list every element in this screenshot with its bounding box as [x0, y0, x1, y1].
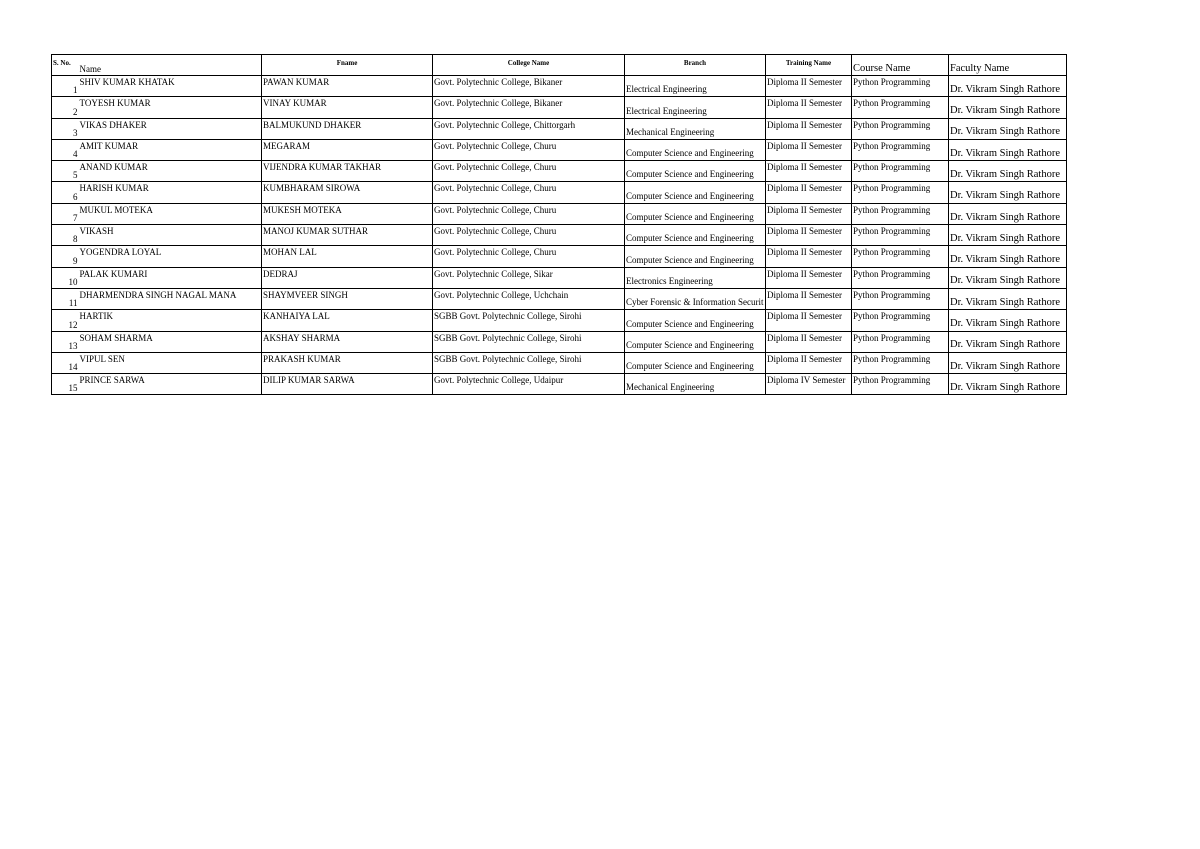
cell-college: Govt. Polytechnic College, Churu: [433, 139, 625, 160]
table-row: [52, 288, 1067, 309]
cell-branch: Mechanical Engineering: [625, 374, 766, 395]
cell-sno: 8: [52, 225, 79, 246]
cell-college: Govt. Polytechnic College, Uchchain: [433, 288, 625, 309]
cell-faculty: Dr. Vikram Singh Rathore: [949, 161, 1067, 182]
cell-course: Python Programming: [852, 118, 949, 139]
cell-name: VIKAS DHAKER: [79, 118, 262, 139]
cell-branch: Mechanical Engineering: [625, 118, 766, 139]
cell-name: PRINCE SARWA: [79, 374, 262, 395]
cell-sno: 9: [52, 246, 79, 267]
cell-faculty: Dr. Vikram Singh Rathore: [949, 288, 1067, 309]
cell-branch: Cyber Forensic & Information Securit: [625, 288, 766, 309]
cell-course: Python Programming: [852, 182, 949, 203]
cell-name: HARISH KUMAR: [79, 182, 262, 203]
table-row: [52, 310, 1067, 331]
cell-faculty: Dr. Vikram Singh Rathore: [949, 310, 1067, 331]
table-row: [52, 374, 1067, 395]
table-row: [52, 139, 1067, 160]
table-row: [52, 118, 1067, 139]
cell-course: Python Programming: [852, 374, 949, 395]
cell-branch: Computer Science and Engineering: [625, 225, 766, 246]
cell-training: Diploma II Semester: [766, 76, 852, 97]
cell-faculty: Dr. Vikram Singh Rathore: [949, 203, 1067, 224]
header-sno: S. No.: [52, 55, 79, 76]
cell-fname: BALMUKUND DHAKER: [262, 118, 433, 139]
cell-training: Diploma II Semester: [766, 225, 852, 246]
cell-faculty: Dr. Vikram Singh Rathore: [949, 246, 1067, 267]
cell-training: Diploma IV Semester: [766, 374, 852, 395]
cell-course: Python Programming: [852, 97, 949, 118]
cell-course: Python Programming: [852, 203, 949, 224]
header-faculty: Faculty Name: [949, 55, 1067, 76]
cell-name: AMIT KUMAR: [79, 139, 262, 160]
cell-branch: Computer Science and Engineering: [625, 246, 766, 267]
cell-fname: KUMBHARAM SIROWA: [262, 182, 433, 203]
header-fname: Fname: [262, 55, 433, 76]
cell-sno: 6: [52, 182, 79, 203]
cell-fname: PAWAN KUMAR: [262, 76, 433, 97]
cell-faculty: Dr. Vikram Singh Rathore: [949, 352, 1067, 373]
cell-faculty: Dr. Vikram Singh Rathore: [949, 97, 1067, 118]
header-course: Course Name: [852, 55, 949, 76]
cell-name: VIPUL SEN: [79, 352, 262, 373]
cell-training: Diploma II Semester: [766, 352, 852, 373]
cell-training: Diploma II Semester: [766, 331, 852, 352]
cell-course: Python Programming: [852, 288, 949, 309]
header-college: College Name: [433, 55, 625, 76]
cell-sno: 13: [52, 331, 79, 352]
cell-faculty: Dr. Vikram Singh Rathore: [949, 118, 1067, 139]
cell-course: Python Programming: [852, 352, 949, 373]
cell-name: TOYESH KUMAR: [79, 97, 262, 118]
cell-training: Diploma II Semester: [766, 118, 852, 139]
cell-course: Python Programming: [852, 267, 949, 288]
cell-branch: Computer Science and Engineering: [625, 331, 766, 352]
table-row: [52, 203, 1067, 224]
cell-training: Diploma II Semester: [766, 203, 852, 224]
table-row: [52, 97, 1067, 118]
cell-course: Python Programming: [852, 139, 949, 160]
cell-name: HARTIK: [79, 310, 262, 331]
cell-training: Diploma II Semester: [766, 310, 852, 331]
cell-college: Govt. Polytechnic College, Churu: [433, 225, 625, 246]
cell-course: Python Programming: [852, 161, 949, 182]
cell-fname: SHAYMVEER SINGH: [262, 288, 433, 309]
cell-college: SGBB Govt. Polytechnic College, Sirohi: [433, 331, 625, 352]
cell-faculty: Dr. Vikram Singh Rathore: [949, 331, 1067, 352]
cell-college: Govt. Polytechnic College, Bikaner: [433, 97, 625, 118]
table-row: [52, 331, 1067, 352]
cell-college: Govt. Polytechnic College, Churu: [433, 203, 625, 224]
cell-faculty: Dr. Vikram Singh Rathore: [949, 225, 1067, 246]
cell-fname: VINAY KUMAR: [262, 97, 433, 118]
cell-faculty: Dr. Vikram Singh Rathore: [949, 374, 1067, 395]
cell-college: SGBB Govt. Polytechnic College, Sirohi: [433, 310, 625, 331]
cell-fname: VIJENDRA KUMAR TAKHAR: [262, 161, 433, 182]
cell-sno: 1: [52, 76, 79, 97]
cell-branch: Computer Science and Engineering: [625, 352, 766, 373]
cell-fname: MEGARAM: [262, 139, 433, 160]
cell-fname: MANOJ KUMAR SUTHAR: [262, 225, 433, 246]
cell-course: Python Programming: [852, 76, 949, 97]
cell-sno: 4: [52, 139, 79, 160]
cell-name: DHARMENDRA SINGH NAGAL MANA: [79, 288, 262, 309]
cell-faculty: Dr. Vikram Singh Rathore: [949, 139, 1067, 160]
cell-branch: Electrical Engineering: [625, 97, 766, 118]
cell-name: SOHAM SHARMA: [79, 331, 262, 352]
cell-fname: KANHAIYA LAL: [262, 310, 433, 331]
cell-branch: Computer Science and Engineering: [625, 203, 766, 224]
cell-college: SGBB Govt. Polytechnic College, Sirohi: [433, 352, 625, 373]
header-branch: Branch: [625, 55, 766, 76]
cell-sno: 14: [52, 352, 79, 373]
cell-college: Govt. Polytechnic College, Chittorgarh: [433, 118, 625, 139]
table-row: [52, 246, 1067, 267]
table-row: [52, 225, 1067, 246]
cell-faculty: Dr. Vikram Singh Rathore: [949, 267, 1067, 288]
cell-name: PALAK KUMARI: [79, 267, 262, 288]
cell-course: Python Programming: [852, 331, 949, 352]
cell-branch: Electrical Engineering: [625, 76, 766, 97]
cell-faculty: Dr. Vikram Singh Rathore: [949, 182, 1067, 203]
cell-course: Python Programming: [852, 310, 949, 331]
cell-college: Govt. Polytechnic College, Sikar: [433, 267, 625, 288]
cell-training: Diploma II Semester: [766, 288, 852, 309]
table-row: [52, 267, 1067, 288]
cell-training: Diploma II Semester: [766, 139, 852, 160]
cell-sno: 3: [52, 118, 79, 139]
cell-branch: Electronics Engineering: [625, 267, 766, 288]
cell-branch: Computer Science and Engineering: [625, 139, 766, 160]
cell-sno: 10: [52, 267, 79, 288]
cell-college: Govt. Polytechnic College, Churu: [433, 182, 625, 203]
header-row: [52, 55, 1067, 76]
cell-training: Diploma II Semester: [766, 97, 852, 118]
cell-training: Diploma II Semester: [766, 161, 852, 182]
header-training: Training Name: [766, 55, 852, 76]
student-list-table: [51, 54, 1067, 395]
cell-fname: MUKESH MOTEKA: [262, 203, 433, 224]
cell-faculty: Dr. Vikram Singh Rathore: [949, 76, 1067, 97]
cell-fname: DILIP KUMAR SARWA: [262, 374, 433, 395]
cell-name: ANAND KUMAR: [79, 161, 262, 182]
cell-fname: MOHAN LAL: [262, 246, 433, 267]
cell-branch: Computer Science and Engineering: [625, 310, 766, 331]
cell-sno: 2: [52, 97, 79, 118]
table-row: [52, 76, 1067, 97]
cell-branch: Computer Science and Engineering: [625, 182, 766, 203]
cell-course: Python Programming: [852, 225, 949, 246]
cell-sno: 12: [52, 310, 79, 331]
cell-branch: Computer Science and Engineering: [625, 161, 766, 182]
table-row: [52, 161, 1067, 182]
cell-training: Diploma II Semester: [766, 246, 852, 267]
cell-sno: 15: [52, 374, 79, 395]
cell-name: MUKUL MOTEKA: [79, 203, 262, 224]
cell-fname: AKSHAY SHARMA: [262, 331, 433, 352]
header-name: Name: [79, 55, 262, 76]
cell-name: VIKASH: [79, 225, 262, 246]
cell-training: Diploma II Semester: [766, 267, 852, 288]
cell-name: YOGENDRA LOYAL: [79, 246, 262, 267]
table-row: [52, 352, 1067, 373]
cell-sno: 11: [52, 288, 79, 309]
cell-college: Govt. Polytechnic College, Bikaner: [433, 76, 625, 97]
cell-course: Python Programming: [852, 246, 949, 267]
cell-fname: PRAKASH KUMAR: [262, 352, 433, 373]
cell-college: Govt. Polytechnic College, Udaipur: [433, 374, 625, 395]
table-row: [52, 182, 1067, 203]
table-body: [52, 76, 1067, 395]
cell-sno: 7: [52, 203, 79, 224]
cell-training: Diploma II Semester: [766, 182, 852, 203]
cell-fname: DEDRAJ: [262, 267, 433, 288]
cell-name: SHIV KUMAR KHATAK: [79, 76, 262, 97]
cell-college: Govt. Polytechnic College, Churu: [433, 161, 625, 182]
cell-college: Govt. Polytechnic College, Churu: [433, 246, 625, 267]
cell-sno: 5: [52, 161, 79, 182]
